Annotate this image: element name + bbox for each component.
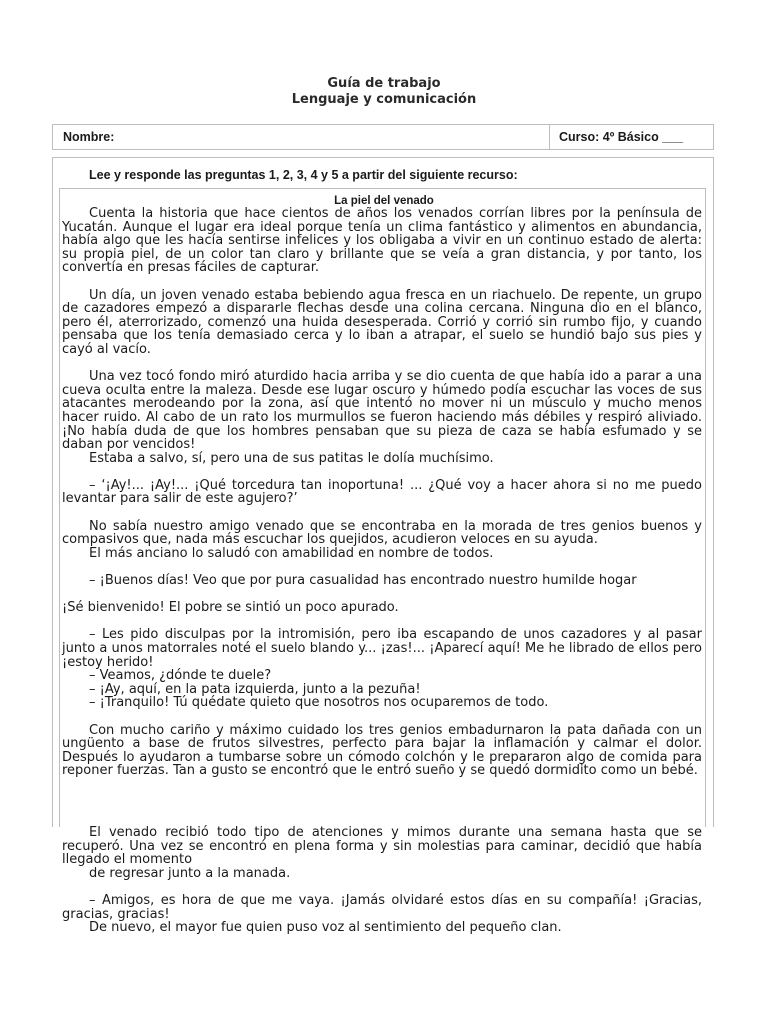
course-label: Curso: 4º Básico ___ — [559, 130, 684, 144]
story-paragraph: Un día, un joven venado estaba bebiendo agua fresca en un riachuelo. De repente, un grupo de cazadores empezó a dispararle flechas desde una colina cercana. Ninguna dio en el blanco, pero él, aterrorizado, comenzó una huida desesperada. Corrió y corrió sin rumbo fijo, y cuando pensaba que los tenía demasiado cerca y lo iban a atrapar, el suelo se hundió bajo sus pies y cayó al vacío. — [62, 287, 702, 357]
story-continuation — [62, 826, 702, 948]
dialogue-line: – Les pido disculpas por la intromisión, pero iba escapando de unos cazadores y al pasar junto a unos matorrales noté el suelo blando y... ¡zas!... ¡Aparecí aquí! Me he librado de ellos pero ¡estoy herido! — [62, 627, 702, 670]
dialogue-line: – Amigos, es hora de que me vaya. ¡Jamás olvidaré estos días en su compañía! ¡Gracias, gracias, gracias! — [62, 892, 702, 922]
dialogue-line: – ¡Ay, aquí, en la pata izquierda, junto a la pezuña! — [89, 681, 421, 697]
story-paragraph: ¡Sé bienvenido! El pobre se sintió un poco apurado. — [62, 600, 399, 616]
story-paragraph: De nuevo, el mayor fue quien puso voz al sentimiento del pequeño clan. — [89, 920, 562, 936]
dialogue-line: – ¡Buenos días! Veo que por pura casualidad has encontrado nuestro humilde hogar — [89, 573, 637, 589]
worksheet-title: Guía de trabajo — [327, 76, 441, 91]
story-paragraph: de regresar junto a la manada. — [89, 865, 291, 881]
story-text — [62, 207, 702, 778]
story-paragraph: Con mucho cariño y máximo cuidado los tres genios embadurnaron la pata dañada con un ungüento a base de frutos silvestres, perfecto para bajar la inflamación y calmar el dolor. Después lo ayudaron a tumbarse sobre un cómodo colchón y le prepararon algo de comida para reponer fuerzas. Tan a gusto se encontró que le entró sueño y se quedó dormidito como un bebé. — [62, 722, 702, 779]
name-label: Nombre: — [63, 130, 115, 144]
header-divider — [549, 125, 550, 149]
instruction-text: Lee y responde las preguntas 1, 2, 3, 4 y 5 a partir del siguiente recurso: — [89, 168, 518, 182]
story-paragraph: Una vez tocó fondo miró aturdido hacia arriba y se dio cuenta de que había ido a parar a una cueva oculta entre la maleza. Desde ese lugar oscuro y húmedo podía escuchar las voces de sus atacantes merodeando por la zona, así que intentó no mover ni un músculo y mucho menos hacer ruido. Al cabo de un rato los murmullos se fueron haciendo más débiles y respiró aliviado. ¡No había duda de que los hombres pensaban que su pieza de caza se había esfumado y se daban por vencidos! — [62, 369, 702, 453]
story-paragraph: El venado recibió todo tipo de atenciones y mimos durante una semana hasta que se recuperó. Una vez se encontró en plena forma y sin molestias para caminar, decidió que había llegado el momento — [62, 825, 702, 868]
dialogue-line: – ‘¡Ay!... ¡Ay!... ¡Qué torcedura tan inoportuna! ... ¿Qué voy a hacer ahora si no me puedo levantar para salir de este agujero?’ — [62, 477, 702, 507]
story-paragraph: No sabía nuestro amigo venado que se encontraba en la morada de tres genios buenos y compasivos que, nada más escuchar los quejidos, acudieron veloces en su ayuda. — [62, 518, 702, 548]
worksheet-subtitle: Lenguaje y comunicación — [291, 92, 477, 107]
story-paragraph: El más anciano lo saludó con amabilidad en nombre de todos. — [89, 545, 494, 561]
dialogue-line: – Veamos, ¿dónde te duele? — [89, 668, 272, 684]
dialogue-line: – ¡Tranquilo! Tú quédate quieto que nosotros nos ocuparemos de todo. — [89, 695, 549, 711]
story-paragraph: Estaba a salvo, sí, pero una de sus patitas le dolía muchísimo. — [89, 450, 494, 466]
student-info-row — [52, 124, 714, 150]
story-title: La piel del venado — [334, 195, 434, 207]
story-paragraph: Cuenta la historia que hace cientos de años los venados corrían libres por la península de Yucatán. Aunque el lugar era ideal porque tenía un clima fantástico y alimentos en abundancia, había algo que les hacía sentirse infelices y los obligaba a vivir en un continuo estado de alerta: su propia piel, de un color tan claro y brillante que se veía a gran distancia, y por tanto, los convertía en presas fáciles de capturar. — [62, 206, 702, 276]
